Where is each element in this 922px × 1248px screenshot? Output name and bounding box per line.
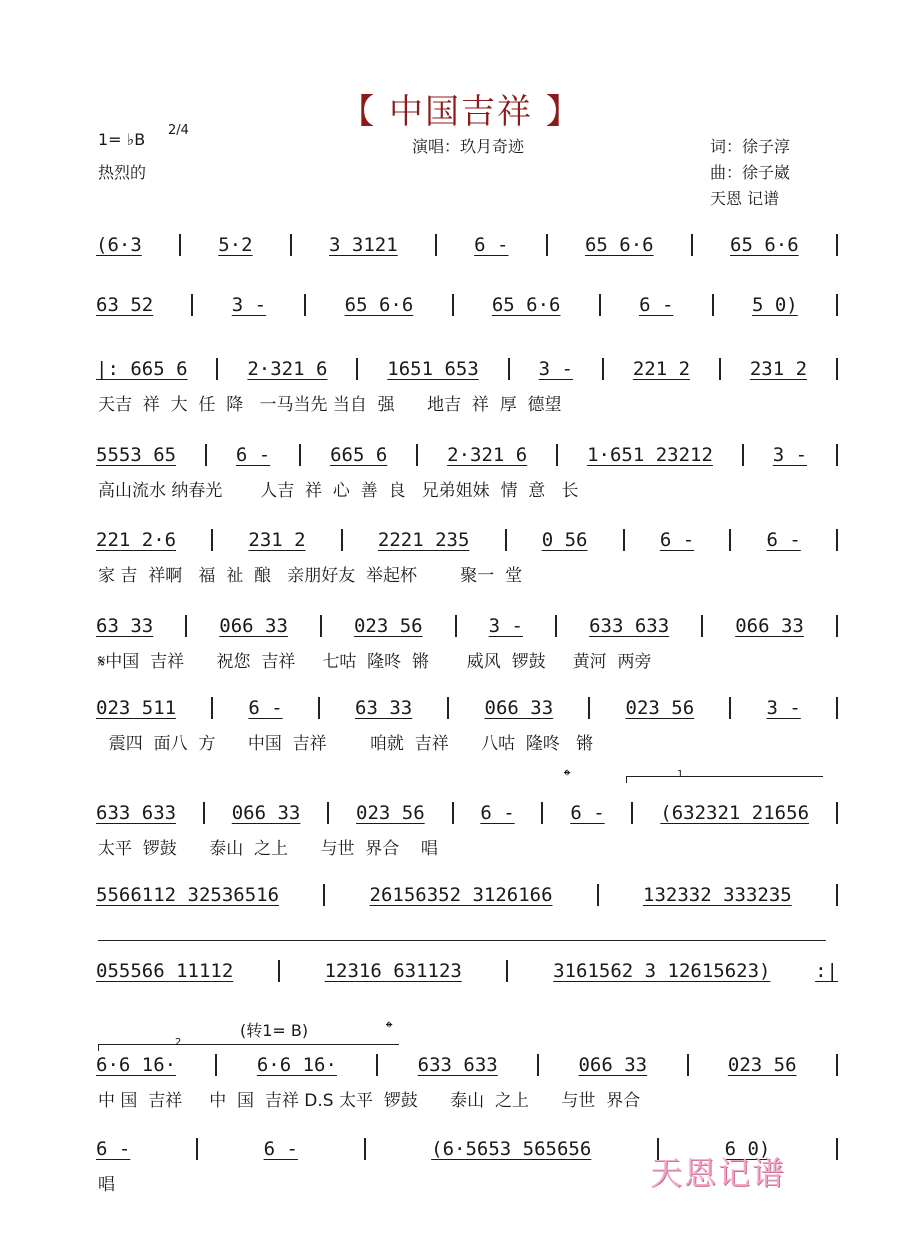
bar-line xyxy=(701,615,703,637)
bar-line xyxy=(318,697,320,719)
note-group: 6 - xyxy=(480,802,515,824)
bar-line xyxy=(836,697,838,719)
notes-row xyxy=(96,958,838,984)
note-group: 65 6·6 xyxy=(584,234,654,256)
note-group: 023 56 xyxy=(356,802,425,824)
bar-line xyxy=(602,358,604,380)
bar-line xyxy=(447,697,449,719)
time-signature: 2/4 xyxy=(168,123,189,138)
bar-line xyxy=(506,960,508,982)
volta-2-label: 2 xyxy=(175,1037,182,1048)
note-group: 221 2·6 xyxy=(96,529,177,551)
bar-line xyxy=(712,294,714,316)
note-group: 6 - xyxy=(263,1138,298,1160)
score-line xyxy=(0,882,922,942)
score-line xyxy=(0,527,922,587)
notes-row xyxy=(96,613,838,639)
lyrics-row: 天吉 祥 大 任 降 一马当先 当自 强 地吉 祥 厚 德望 xyxy=(98,395,562,415)
bar-line xyxy=(836,615,838,637)
bar-line xyxy=(320,615,322,637)
note-group: 6 - xyxy=(474,234,509,256)
note-group: 5553 65 xyxy=(96,444,177,466)
lyrics-row: 家 吉 祥啊 福 祉 酿 亲朋好友 举起杯 聚一 堂 xyxy=(98,566,523,586)
notes-row xyxy=(96,232,838,258)
bar-line xyxy=(836,358,838,380)
note-group: 231 2 xyxy=(749,358,808,380)
note-group: 3 - xyxy=(766,697,801,719)
note-group: :| xyxy=(815,960,838,982)
note-group: 0 56 xyxy=(541,529,588,551)
lyrics-row: 中 国 吉祥 中 国 吉祥 D.S 太平 锣鼓 泰山 之上 与世 界合 xyxy=(98,1091,641,1111)
bar-line xyxy=(179,234,181,256)
note-group: 1651 653 xyxy=(387,358,479,380)
bar-line xyxy=(196,1138,198,1160)
bar-line xyxy=(304,294,306,316)
note-group: 633 633 xyxy=(96,802,177,824)
bar-line xyxy=(836,444,838,466)
note-group: 1·651 23212 xyxy=(587,444,713,466)
note-group: 6·6 16· xyxy=(96,1054,177,1076)
note-group: 665 6 xyxy=(330,444,388,466)
note-group: 63 33 xyxy=(96,615,154,637)
notes-row xyxy=(96,800,838,826)
bar-line xyxy=(537,1054,539,1076)
bar-line xyxy=(836,1054,838,1076)
note-group: 5 0) xyxy=(751,294,798,316)
score-line xyxy=(0,800,922,860)
bar-line xyxy=(216,358,218,380)
bar-line xyxy=(719,358,721,380)
bar-line xyxy=(299,444,301,466)
note-group: 066 33 xyxy=(578,1054,648,1076)
score-line xyxy=(0,613,922,673)
bar-line xyxy=(836,884,838,906)
bar-line xyxy=(323,884,325,906)
note-group: 023 511 xyxy=(96,697,177,719)
note-group: 3 - xyxy=(231,294,267,316)
bar-line xyxy=(599,294,601,316)
composer-credit: 曲：徐子崴 xyxy=(710,163,791,182)
note-group: 3 - xyxy=(772,444,808,466)
bar-line xyxy=(556,444,558,466)
note-group: 6 - xyxy=(766,529,801,551)
lyrics-row: 太平 锣鼓 泰山 之上 与世 界合 唱 xyxy=(98,839,438,859)
bar-line xyxy=(555,615,557,637)
bar-line xyxy=(729,697,731,719)
bar-line xyxy=(290,234,292,256)
note-group: (6·3 xyxy=(96,234,142,256)
bar-line xyxy=(742,444,744,466)
note-group: 633 633 xyxy=(589,615,670,637)
bar-line xyxy=(341,529,343,551)
lyrics-row: 震四 面八 方 中国 吉祥 咱就 吉祥 八咕 隆咚 锵 xyxy=(98,734,594,754)
coda-sign-2: 𝄌 xyxy=(386,1018,393,1039)
modulation-mark: (转1= B) xyxy=(240,1021,309,1040)
note-group: 6 - xyxy=(235,444,271,466)
note-group: 63 33 xyxy=(355,697,413,719)
lyrics-row: 唱 xyxy=(98,1175,115,1195)
note-group: 3 3121 xyxy=(329,234,398,256)
notes-row xyxy=(96,442,838,468)
bar-line xyxy=(191,294,193,316)
bar-line xyxy=(205,444,207,466)
bar-line xyxy=(588,697,590,719)
bar-line xyxy=(505,529,507,551)
note-group: 2·321 6 xyxy=(247,358,328,380)
bar-line xyxy=(452,802,454,824)
notes-row xyxy=(96,527,838,553)
song-title: 【 中国吉祥 】 xyxy=(340,92,582,132)
note-group: 65 6·6 xyxy=(730,234,799,256)
note-group: 066 33 xyxy=(231,802,301,824)
lyrics-row: 高山流水 纳春光 人吉 祥 心 善 良 兄弟姐妹 情 意 长 xyxy=(98,481,579,501)
note-group: 2221 235 xyxy=(377,529,470,551)
bar-line xyxy=(356,358,358,380)
bar-line xyxy=(376,1054,378,1076)
score-line xyxy=(0,442,922,502)
bar-line xyxy=(278,960,280,982)
note-group: 5566112 32536516 xyxy=(96,884,280,906)
lyrics-row: 𝄋中国 吉祥 祝您 吉祥 七咕 隆咚 锵 威风 锣鼓 黄河 两旁 xyxy=(98,652,652,672)
volta-1-bracket xyxy=(626,769,823,783)
bar-line xyxy=(452,294,454,316)
note-group: 023 56 xyxy=(353,615,423,637)
note-group: 3161562 3 12615623) xyxy=(553,960,771,982)
bar-line xyxy=(364,1138,366,1160)
score-line xyxy=(0,232,922,292)
bar-line xyxy=(435,234,437,256)
transcriber-credit: 天恩 记谱 xyxy=(710,189,780,208)
bar-line xyxy=(687,1054,689,1076)
lyricist-credit: 词：徐子淳 xyxy=(710,137,791,156)
note-group: 6 0) xyxy=(724,1138,771,1160)
note-group: (6·5653 565656 xyxy=(431,1138,592,1160)
note-group: 2·321 6 xyxy=(447,444,528,466)
bar-line xyxy=(631,802,633,824)
bar-line xyxy=(327,802,329,824)
note-group: 6·6 16· xyxy=(256,1054,337,1076)
note-group: 6 - xyxy=(659,529,695,551)
note-group: 65 6·6 xyxy=(344,294,414,316)
bar-line xyxy=(836,234,838,256)
bar-line xyxy=(836,529,838,551)
bar-line xyxy=(597,884,599,906)
score-line xyxy=(0,695,922,755)
score-line xyxy=(0,958,922,1018)
note-group: 5·2 xyxy=(218,234,253,256)
tempo-marking: 热烈的 xyxy=(98,163,147,182)
bar-line xyxy=(215,1054,217,1076)
notes-row xyxy=(96,292,838,318)
note-group: 63 52 xyxy=(96,294,154,316)
bar-line xyxy=(455,615,457,637)
note-group: 6 - xyxy=(248,697,283,719)
note-group: 055566 11112 xyxy=(96,960,234,982)
bar-line xyxy=(836,1138,838,1160)
bar-line xyxy=(203,802,205,824)
note-group: 132332 333235 xyxy=(643,884,792,906)
coda-sign-1: 𝄌 xyxy=(564,766,571,787)
watermark-logo: 天恩记谱 xyxy=(650,1154,787,1192)
bar-line xyxy=(508,358,510,380)
bar-line xyxy=(185,615,187,637)
score-line xyxy=(0,1052,922,1112)
note-group: 12316 631123 xyxy=(324,960,462,982)
bar-line xyxy=(546,234,548,256)
note-group: 6 - xyxy=(570,802,605,824)
note-group: 3 - xyxy=(488,615,523,637)
score-line xyxy=(0,356,922,416)
note-group: 6 - xyxy=(96,1138,131,1160)
bar-line xyxy=(211,529,213,551)
bar-line xyxy=(541,802,543,824)
notes-row xyxy=(96,1052,838,1078)
note-group: 066 33 xyxy=(484,697,554,719)
bar-line xyxy=(691,234,693,256)
notes-row xyxy=(96,882,838,908)
note-group: 023 56 xyxy=(625,697,695,719)
volta-1-label: 1 xyxy=(677,769,684,780)
notes-row xyxy=(96,356,838,382)
note-group: (632321 21656 xyxy=(660,802,810,824)
bar-line xyxy=(836,802,838,824)
score-line xyxy=(0,292,922,352)
note-group: 066 33 xyxy=(735,615,804,637)
note-group: 023 56 xyxy=(727,1054,797,1076)
note-group: |: 665 6 xyxy=(96,358,188,380)
key-signature: 1= ♭B xyxy=(98,130,146,149)
note-group: 3 - xyxy=(538,358,573,380)
volta-2-bracket xyxy=(98,1037,399,1051)
bar-line xyxy=(836,294,838,316)
note-group: 066 33 xyxy=(219,615,288,637)
note-group: 65 6·6 xyxy=(491,294,561,316)
note-group: 221 2 xyxy=(632,358,691,380)
note-group: 231 2 xyxy=(248,529,306,551)
notes-row xyxy=(96,695,838,721)
bar-line xyxy=(623,529,625,551)
bar-line xyxy=(729,529,731,551)
bar-line xyxy=(211,697,213,719)
bar-line xyxy=(416,444,418,466)
note-group: 633 633 xyxy=(417,1054,498,1076)
singer-credit: 演唱：玖月奇迹 xyxy=(412,137,525,156)
note-group: 26156352 3126166 xyxy=(369,884,553,906)
note-group: 6 - xyxy=(639,294,674,316)
